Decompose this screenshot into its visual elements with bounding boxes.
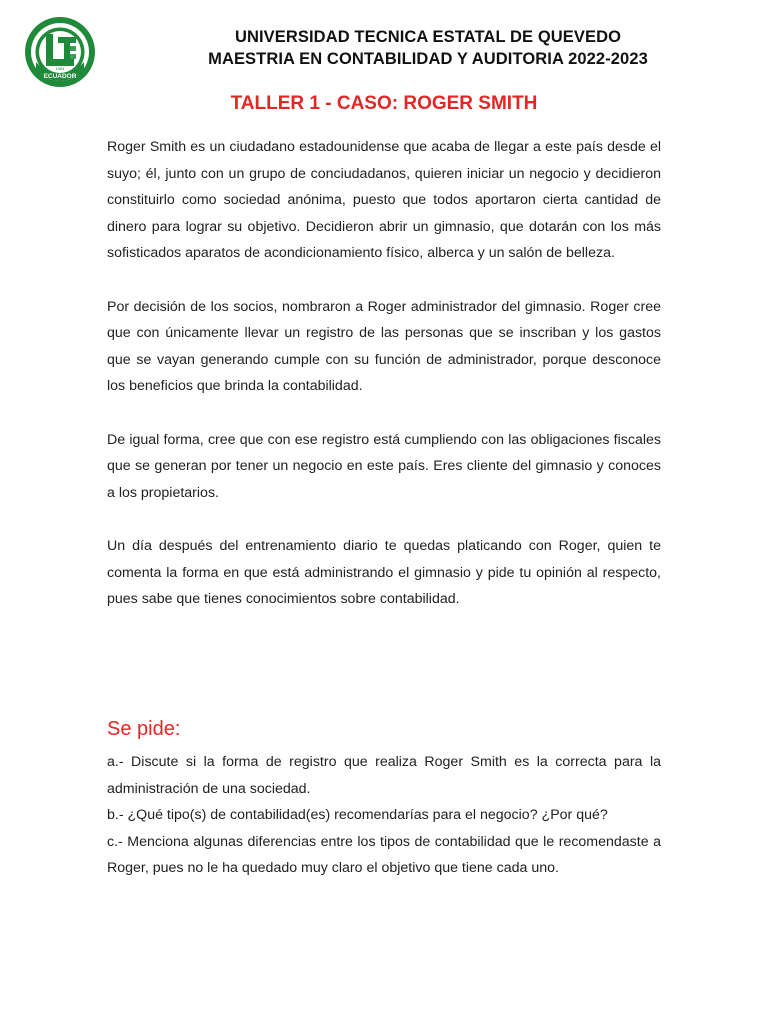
program-name: MAESTRIA EN CONTABILIDAD Y AUDITORIA 2022-2023 bbox=[208, 50, 648, 68]
document-header bbox=[100, 26, 756, 70]
university-seal-icon bbox=[24, 16, 96, 88]
case-paragraph-4: Un día después del entrenamiento diario te quedas platicando con Roger, quien te comenta la forma en que está administrando el gimnasio y pide tu opinión al respecto, pues sabe que tienes conocimientos sobre contabilidad. bbox=[107, 538, 661, 607]
question-a: a.- Discute si la forma de registro que realiza Roger Smith es la correcta para la administración de una sociedad. bbox=[107, 754, 661, 797]
question-b: b.- ¿Qué tipo(s) de contabilidad(es) recomendarías para el negocio? ¿Por qué? bbox=[107, 807, 608, 823]
question-c: c.- Menciona algunas diferencias entre los tipos de contabilidad que le recomendaste a Roger, pues no le ha quedado muy claro el objetivo que tiene cada uno. bbox=[107, 833, 661, 876]
case-body bbox=[107, 134, 661, 640]
case-paragraph-3: De igual forma, cree que con ese registro está cumpliendo con las obligaciones fiscales que se generan por tener un negocio en este país. Eres cliente del gimnasio y conoces a los propietarios. bbox=[107, 431, 661, 501]
seal-ecuador-text: ECUADOR bbox=[43, 73, 77, 80]
case-paragraph-1: Roger Smith es un ciudadano estadounidense que acaba de llegar a este país desde el suyo; él, junto con un grupo de conciudadanos, quieren iniciar un negocio y decidieron constituirlo como sociedad anónima, puesto que todos aportaron cierta cantidad de dinero para lograr su objetivo. Decidieron abrir un gimnasio, que dotarán con los más sofisticados aparatos de acondicionamiento físico, alberca y un salón de belleza. bbox=[107, 139, 661, 261]
university-name: UNIVERSIDAD TECNICA ESTATAL DE QUEVEDO bbox=[234, 28, 622, 46]
questions-list bbox=[107, 749, 661, 882]
case-paragraph-2: Por decisión de los socios, nombraron a Roger administrador del gimnasio. Roger cree que con únicamente llevar un registro de las personas que se inscriban y los gastos que se vayan generando cumple con su función de administrador, porque desconoce los beneficios que brinda la contabilidad. bbox=[107, 298, 661, 394]
university-seal-logo bbox=[24, 16, 96, 88]
document-title: TALLER 1 - CASO: ROGER SMITH bbox=[230, 93, 538, 114]
seal-year-text: 1984 bbox=[55, 66, 65, 71]
se-pide-heading: Se pide: bbox=[107, 718, 181, 740]
